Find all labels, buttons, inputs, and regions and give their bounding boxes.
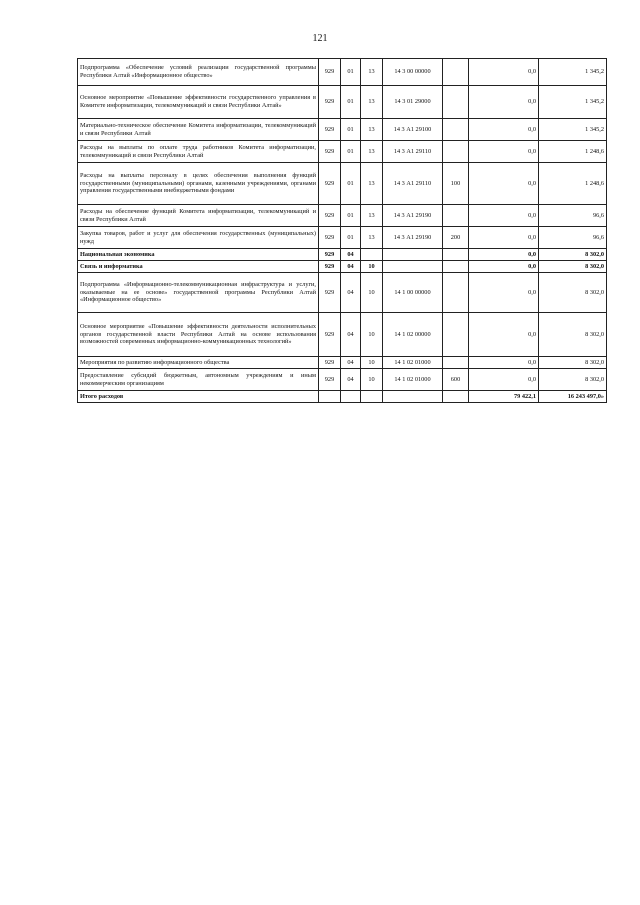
section-code-cell: 04: [341, 357, 361, 369]
amount-cell-1: 0,0: [469, 313, 539, 357]
ministry-code-cell: 929: [319, 273, 341, 313]
section-code-cell: 04: [341, 313, 361, 357]
expense-type-cell: [443, 261, 469, 273]
target-article-cell: 14 1 02 01000: [383, 357, 443, 369]
subsection-code-cell: 10: [361, 369, 383, 391]
table-row: [78, 59, 607, 86]
amount-cell-2: 8 302,0: [539, 369, 607, 391]
ministry-code-cell: 929: [319, 86, 341, 119]
table-row: [78, 273, 607, 313]
amount-cell-1: 0,0: [469, 141, 539, 163]
subsection-code-cell: 10: [361, 357, 383, 369]
table-row: [78, 391, 607, 403]
section-code-cell: 01: [341, 119, 361, 141]
row-name-cell: Подпрограмма «Информационно-телекоммуникационная инфраструктура и услуги, оказываемые на ее основе» государственной программы Республики Алтай «Информационное общество»: [78, 273, 319, 313]
amount-cell-1: 0,0: [469, 369, 539, 391]
section-code-cell: 04: [341, 369, 361, 391]
amount-cell-2: 96,6: [539, 227, 607, 249]
row-name-cell: Основное мероприятие «Повышение эффективности деятельности исполнительных органов государственной власти Республики Алтай на основе использования возможностей современных информационно-коммуникационных технологий»: [78, 313, 319, 357]
subsection-code-cell: 10: [361, 313, 383, 357]
expense-type-cell: 200: [443, 227, 469, 249]
section-code-cell: 01: [341, 141, 361, 163]
amount-cell-2: 8 302,0: [539, 249, 607, 261]
row-name-cell: Материально-техническое обеспечение Комитета информатизации, телекоммуникаций и связи Республики Алтай: [78, 119, 319, 141]
amount-cell-1: 0,0: [469, 119, 539, 141]
target-article-cell: 14 3 А1 29110: [383, 163, 443, 205]
ministry-code-cell: [319, 391, 341, 403]
budget-table: [77, 58, 607, 403]
ministry-code-cell: 929: [319, 227, 341, 249]
ministry-code-cell: 929: [319, 119, 341, 141]
subsection-code-cell: 13: [361, 163, 383, 205]
target-article-cell: 14 3 00 00000: [383, 59, 443, 86]
amount-cell-1: 0,0: [469, 59, 539, 86]
amount-cell-2: 16 243 497,0»: [539, 391, 607, 403]
ministry-code-cell: 929: [319, 313, 341, 357]
subsection-code-cell: [361, 249, 383, 261]
target-article-cell: [383, 391, 443, 403]
ministry-code-cell: 929: [319, 261, 341, 273]
amount-cell-2: 1 248,6: [539, 141, 607, 163]
table-row: [78, 86, 607, 119]
table-row: [78, 249, 607, 261]
section-code-cell: [341, 391, 361, 403]
target-article-cell: 14 1 00 00000: [383, 273, 443, 313]
row-name-cell: Закупка товаров, работ и услуг для обеспечения государственных (муниципальных) нужд: [78, 227, 319, 249]
section-code-cell: 01: [341, 86, 361, 119]
section-code-cell: 01: [341, 227, 361, 249]
row-name-cell: Итого расходов: [78, 391, 319, 403]
expense-type-cell: [443, 119, 469, 141]
table-body: [78, 59, 607, 403]
ministry-code-cell: 929: [319, 205, 341, 227]
amount-cell-2: 1 345,2: [539, 59, 607, 86]
expense-type-cell: [443, 313, 469, 357]
ministry-code-cell: 929: [319, 249, 341, 261]
ministry-code-cell: 929: [319, 369, 341, 391]
ministry-code-cell: 929: [319, 163, 341, 205]
amount-cell-1: 0,0: [469, 357, 539, 369]
table-row: [78, 205, 607, 227]
section-code-cell: 04: [341, 261, 361, 273]
row-name-cell: Расходы на выплаты персоналу в целях обеспечения выполнения функций государственными (муниципальными) органами, казенными учреждениями, органами управления государственными внебюджетными фондами: [78, 163, 319, 205]
row-name-cell: Предоставление субсидий бюджетным, автономным учреждениям и иным некоммерческим организациям: [78, 369, 319, 391]
expense-type-cell: [443, 357, 469, 369]
amount-cell-1: 0,0: [469, 86, 539, 119]
target-article-cell: 14 3 А1 29190: [383, 227, 443, 249]
row-name-cell: Основное мероприятие «Повышение эффективности государственного управления в Комитете информатизации, телекоммуникаций и связи Республики Алтай»: [78, 86, 319, 119]
expense-type-cell: [443, 273, 469, 313]
amount-cell-2: 8 302,0: [539, 313, 607, 357]
target-article-cell: 14 3 А1 29110: [383, 141, 443, 163]
amount-cell-2: 8 302,0: [539, 357, 607, 369]
amount-cell-1: 79 422,1: [469, 391, 539, 403]
subsection-code-cell: 10: [361, 261, 383, 273]
row-name-cell: Подпрограмма «Обеспечение условий реализации государственной программы Республики Алтай «Информационное общество»: [78, 59, 319, 86]
amount-cell-1: 0,0: [469, 273, 539, 313]
subsection-code-cell: 13: [361, 227, 383, 249]
target-article-cell: 14 1 02 00000: [383, 313, 443, 357]
expense-type-cell: [443, 391, 469, 403]
subsection-code-cell: 13: [361, 86, 383, 119]
subsection-code-cell: 13: [361, 59, 383, 86]
expense-type-cell: 600: [443, 369, 469, 391]
table-row: [78, 119, 607, 141]
subsection-code-cell: 10: [361, 273, 383, 313]
table-row: [78, 141, 607, 163]
target-article-cell: 14 3 01 29000: [383, 86, 443, 119]
amount-cell-2: 96,6: [539, 205, 607, 227]
amount-cell-2: 1 345,2: [539, 119, 607, 141]
amount-cell-2: 1 248,6: [539, 163, 607, 205]
row-name-cell: Мероприятия по развитию информационного общества: [78, 357, 319, 369]
expense-type-cell: [443, 141, 469, 163]
expense-type-cell: [443, 86, 469, 119]
section-code-cell: 01: [341, 163, 361, 205]
table-row: [78, 313, 607, 357]
target-article-cell: 14 3 А1 29190: [383, 205, 443, 227]
row-name-cell: Расходы на обеспечение функций Комитета информатизации, телекоммуникаций и связи Республики Алтай: [78, 205, 319, 227]
expense-type-cell: [443, 59, 469, 86]
amount-cell-1: 0,0: [469, 249, 539, 261]
section-code-cell: 01: [341, 205, 361, 227]
section-code-cell: 04: [341, 273, 361, 313]
expense-type-cell: 100: [443, 163, 469, 205]
ministry-code-cell: 929: [319, 357, 341, 369]
expense-type-cell: [443, 205, 469, 227]
amount-cell-2: 1 345,2: [539, 86, 607, 119]
subsection-code-cell: [361, 391, 383, 403]
amount-cell-1: 0,0: [469, 205, 539, 227]
target-article-cell: [383, 249, 443, 261]
amount-cell-2: 8 302,0: [539, 273, 607, 313]
page-number: 121: [312, 33, 328, 44]
section-code-cell: 01: [341, 59, 361, 86]
amount-cell-1: 0,0: [469, 261, 539, 273]
expense-type-cell: [443, 249, 469, 261]
subsection-code-cell: 13: [361, 119, 383, 141]
target-article-cell: [383, 261, 443, 273]
table-row: [78, 163, 607, 205]
target-article-cell: 14 1 02 01000: [383, 369, 443, 391]
row-name-cell: Национальная экономика: [78, 249, 319, 261]
table-row: [78, 357, 607, 369]
table-row: [78, 369, 607, 391]
table-row: [78, 261, 607, 273]
amount-cell-2: 8 302,0: [539, 261, 607, 273]
amount-cell-1: 0,0: [469, 227, 539, 249]
ministry-code-cell: 929: [319, 59, 341, 86]
row-name-cell: Расходы на выплаты по оплате труда работников Комитета информатизации, телекоммуникаций и связи Республики Алтай: [78, 141, 319, 163]
section-code-cell: 04: [341, 249, 361, 261]
row-name-cell: Связь и информатика: [78, 261, 319, 273]
target-article-cell: 14 3 А1 29100: [383, 119, 443, 141]
amount-cell-1: 0,0: [469, 163, 539, 205]
ministry-code-cell: 929: [319, 141, 341, 163]
subsection-code-cell: 13: [361, 205, 383, 227]
subsection-code-cell: 13: [361, 141, 383, 163]
table-row: [78, 227, 607, 249]
